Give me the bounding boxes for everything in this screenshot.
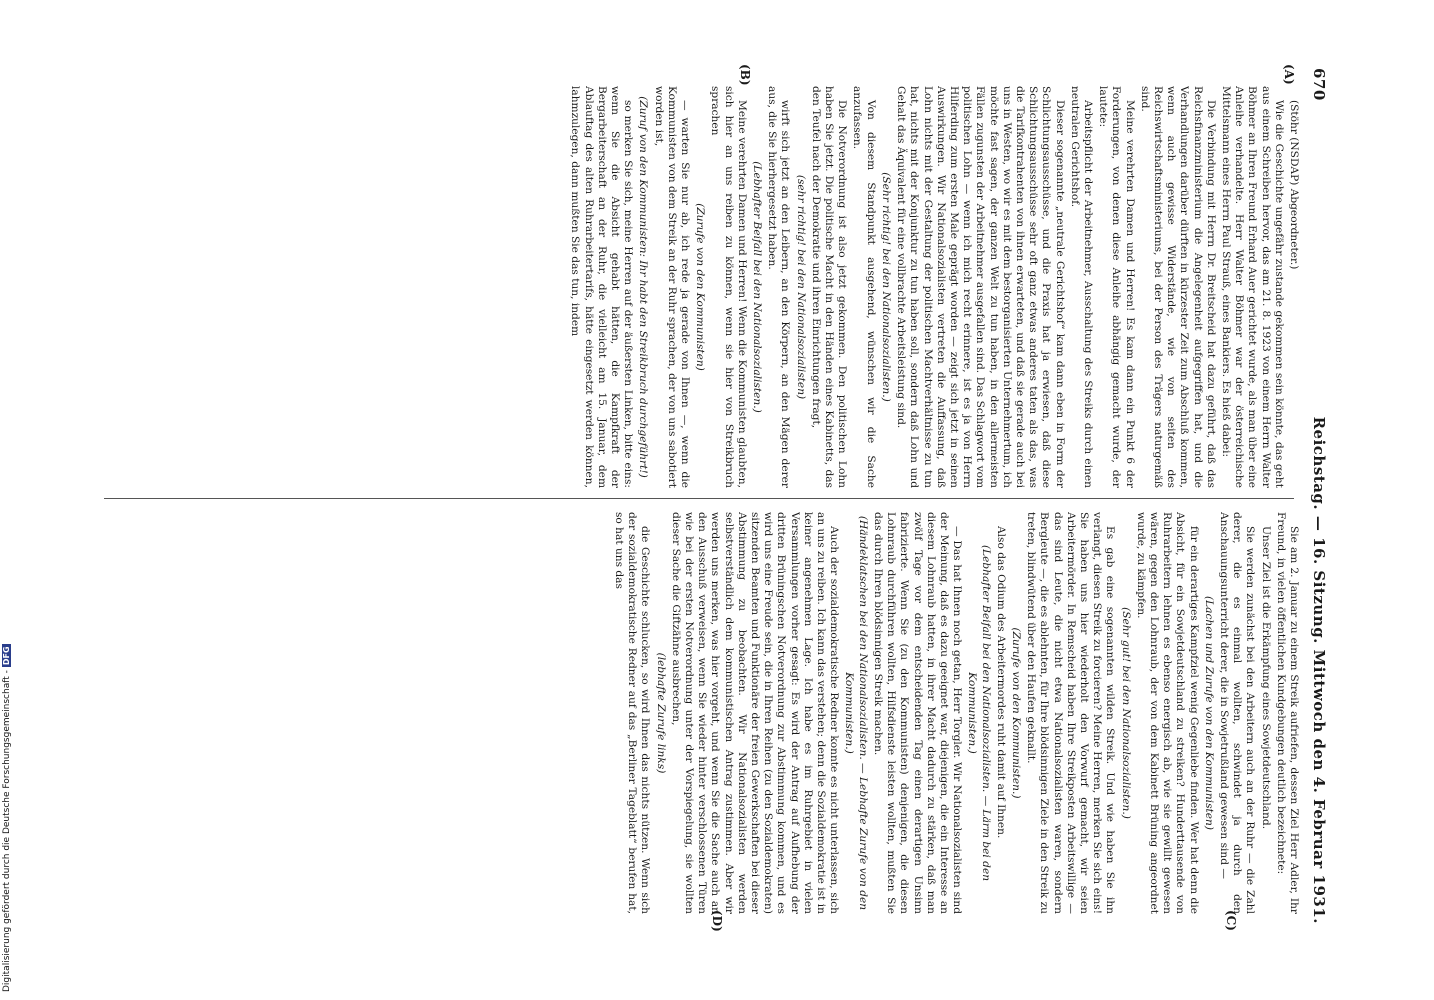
interjection: (Sehr gut! bei den Nationalsozialisten.) [1119, 607, 1132, 819]
interjection: (Lachen und Zurufe von den Kommunisten) [1202, 596, 1215, 830]
scanned-page [89, 64, 1334, 932]
paragraph: Meine verehrten Damen und Herren! Wenn die Kommunisten glaubten, sich hier an uns reiben zu können, wenn sie hier von Streikbruch sprachen [709, 86, 748, 488]
interjection: (Lebhafter Beifall bei den Nationalsozialisten. — Lärm bei den Kommunisten.) [966, 544, 992, 882]
interjection: (Zuruf von den Kommunisten: Ihr habt den Streikbruch durchgeführt!) [637, 96, 650, 478]
paragraph: Also das Odium des Arbeitermordes ruht damit auf Ihnen. [994, 526, 1007, 839]
paragraph: (Stöhr (NSDAP) Abgeordneter.) [1288, 100, 1300, 270]
paragraph: Es gab eine sogenannten wilden Streik. Und wie haben Sie ihn verlangt, diesen Streik zu forcieren? Meine Herren, merken Sie sich eins! Sie haben uns hier wiederholt den Vorwurf gemacht, wir seien Arbeitermörder. In Remscheid haben Ihre Streikposten Arbeitswillige — das sind Leute, die nicht etwa Nationalsozialisten waren, sondern Bergleute —, die es ablehnten, für Ihre blödsinnigen Ziele in den Streik zu treten, blindwütend über den Haufen geknallt. [1025, 512, 1117, 914]
paragraph: die Geschichte schlucken, so wird Ihnen das nichts nützen. Wenn sich der sozialdemokratische Redner auf das „Berliner Tageblatt“ berufen hat, so hat uns das [613, 512, 652, 914]
left-column [100, 86, 1300, 488]
margin-marker-d: (D) [710, 910, 724, 932]
paragraph: Die Notverordnung ist also jetzt gekommen. Den politischen Lohn haben Sie jetzt. Die politische Macht in den Händen eines Kabinetts, das den Teufel nach der Demokratie und ihren Einrichtungen fragt, [809, 86, 849, 488]
interjection: (Lebhafter Beifall bei den Nationalsozialisten.) [751, 161, 764, 413]
paragraph: Von diesem Standpunkt ausgehend, wünschen wir die Sache anzufassen. [851, 86, 877, 488]
interjection: (Sehr richtig! bei den Nationalsozialisten.) [879, 172, 892, 402]
dfg-logo: DFG [2, 646, 11, 666]
paragraph: Auch der sozialdemokratische Redner konnte es nicht unterlassen, sich an uns zu reiben. Ich kann das verstehen; denn die Sozialdemokratie ist in keiner angenehmen Lage. Ich habe es im Ruhrgebiet in vielen Versammlungen vorher gesagt: Es wird der Antrag auf Aufhebung der dritten Brüningschen Notverordnung zur Abstimmung kommen, und es wird uns eine Freude sein, die in Ihren Reihen (zu den Sozialdemokraten) sitzenden Beamten und Funktionäre der freien Gewerkschaften bei dieser Abstimmung zu beobachten. Wir Nationalsozialisten werden selbstverständlich dem kommunistischen Antrag zustimmen. Aber wir werden uns merken, was hier vorgeht, und wenn Sie die Sache auch an den Ausschuß verweisen, wenn Sie wieder hinter verschlossenen Türen wie bei der ersten Notverordnung unter der Vorspiegelung, sie wollten dieser Sache die Giftzähne ausbrechen, [669, 512, 841, 914]
interjection: (Händeklatschen bei den Nationalsozialisten. — Lebhafte Zurufe von den Kommunisten.) [843, 515, 869, 911]
margin-marker-b: (B) [738, 64, 752, 86]
paragraph: Meine verehrten Damen und Herren! Es kam dann ein Punkt 6 der Forderungen, von denen diese Anleihe abhängig gemacht wurde, der lautete: [1097, 86, 1136, 488]
page-number: 670 [1310, 68, 1328, 101]
digitization-note-text: Digitalisierung gefördert durch die Deutsche Forschungsgemeinschaft - [2, 670, 12, 992]
paragraph: Wie die Geschichte ungefähr zustande gekommen sein könnte, das geht aus einem Schreiben hervor, das am 21. 8. 1923 von einem Herrn Walter Böhmer an Ihren Freund Erhard Auer gerichtet wurde, als man über eine Anleihe verhandelte. Herr Walter Böhmer war der österreichische Mittelsmann eines Herrn Paul Strauß, eines Bankiers. Es hieß dabei: [1219, 86, 1285, 488]
margin-marker-a: (A) [1282, 64, 1296, 85]
paragraph: so merken Sie sich, meine Herren auf der äußersten Linken, bitte eins: wenn Sie die Absicht gehabt hätten, die Kampfkraft der Bergarbeiterschaft an der Ruhr, die vielleicht am 15. Januar, dem Ablauftag des alten Ruhrarbeitertarifs, hätte eingesetzt werden können, lahmzulegen, dann mußten Sie das tun, indem [569, 86, 635, 488]
paragraph: — warten Sie nur ab, ich rede ja gerade von Ihnen —, wenn die Kommunisten von dem Streik an der Ruhr sprachen, der von uns sabotiert worden ist, [652, 86, 692, 488]
right-column [100, 512, 1300, 914]
paragraph: Dieser sogenannte „neutrale Gerichtshof“ kam dann eben in Form der Schlichtungsausschüsse, und die Praxis hat ja erwiesen, daß diese Schlichtungsausschüsse sehr oft ganz etwas anderes taten als das, was die Tarifkontrahenten von ihnen erwarteten, und daß sie gerade auch bei uns in Westen, wo wir es mit dem bestorganisierten Unternehmertum, ich möchte fast sagen, der ganzen Welt zu tun haben, in den allermeisten Fällen zugunsten der Arbeitnehmer ausgefallen sind. Das Schlagwort vom politischen Lohn — wenn ich mich recht erinnere, ist es ja von Herrn Hilferding zum ersten Male geprägt worden — zeigt sich jetzt in seinen Auswirkungen. Wir Nationalsozialisten vertreten die Auffassung, daß Lohn nichts mit der Gestaltung der politischen Machtverhältnisse zu tun hat, nichts mit der Konjunktur zu tun haben soll, sondern daß Lohn und Gehalt das Äquivalent für eine vollbrachte Arbeitsleistung sind. [895, 86, 1066, 488]
digitization-note [2, 644, 12, 992]
margin-marker-c: (C) [1224, 910, 1238, 931]
paragraph: Sie werden zunächst bei den Arbeitern auch an der Ruhr — die Zahl derer, die es einmal wollten, schwindet ja durch den Anschauungsunterricht derer, die in Sowjetrußland gewesen sind — [1217, 512, 1257, 914]
interjection: (sehr richtig! bei den Nationalsozialisten) [794, 174, 807, 400]
paragraph: Unser Ziel ist die Erkämpfung eines Sowjetdeutschland. [1259, 526, 1272, 830]
column-divider [104, 498, 1294, 499]
paragraph: wirft sich jetzt an den Leibern, an den Körpern, an den Mägen derer aus, die Sie hierhergesetzt haben. [766, 86, 792, 488]
interjection: (Zurufe von den Kommunisten.) [1009, 627, 1022, 799]
paragraph: für ein derartiges Kampfziel wenig Gegenliebe finden. Wer hat denn die Absicht, für ein Sowjetdeutschland zu streiken? Hunderttausende von Ruhrarbeitern lehnen es ebenso energisch ab, wie sie gewillt gewesen wären, gegen den Lohnraub, der von dem Kabinett Brüning angeordnet wurde, zu kämpfen. [1134, 512, 1200, 914]
paragraph: Arbeitspflicht der Arbeitnehmer, Ausschaltung des Streiks durch einen neutralen Gerichtshof. [1068, 86, 1094, 488]
paragraph: Die Verbindung mit Herrn Dr. Breitscheid hat dazu geführt, daß das Reichsfinanzministerium die Angelegenheit aufgegriffen hat, und die Verhandlungen darüber dürften in kürzester Zeit zum Abschluß kommen, wenn auch gewisse Widerstände, wie von seiten des Reichswirtschaftsministeriums, bei der Person des Trägers naturgemäß sind. [1138, 86, 1217, 488]
page-header [1300, 64, 1334, 924]
paragraph: Sie am 2. Januar zu einem Streik aufriefen, dessen Ziel Herr Adler, Ihr Freund, in vielen öffentlichen Kundgebungen deutlich bezeichnete: [1274, 512, 1300, 914]
interjection: (lebhafte Zurufe links) [654, 652, 667, 774]
running-head: Reichstag. — 16. Sitzung. Mittwoch den 4. Februar 1931. [1310, 416, 1328, 924]
paragraph: — Das hat Ihnen noch getan, Herr Torgler. Wir Nationalsozialisten sind der Meinung, daß es dazu geeignet war, diejenigen, die ein Interesse an diesem Lohnraub hatten, in ihrer Macht dadurch zu stärken, daß man zwölf Tage vor dem entscheidenden Tag einen derartigen Unsinn fabrizierte. Wenn Sie (zu den Kommunisten) denjenigen, die diesen Lohnraub durchführen wollten, Hilfsdienste leisten wollten, mußten Sie das durch Ihren blödsinnigen Streik machen. [871, 512, 964, 914]
interjection: (Zurufe von den Kommunisten) [694, 203, 707, 371]
